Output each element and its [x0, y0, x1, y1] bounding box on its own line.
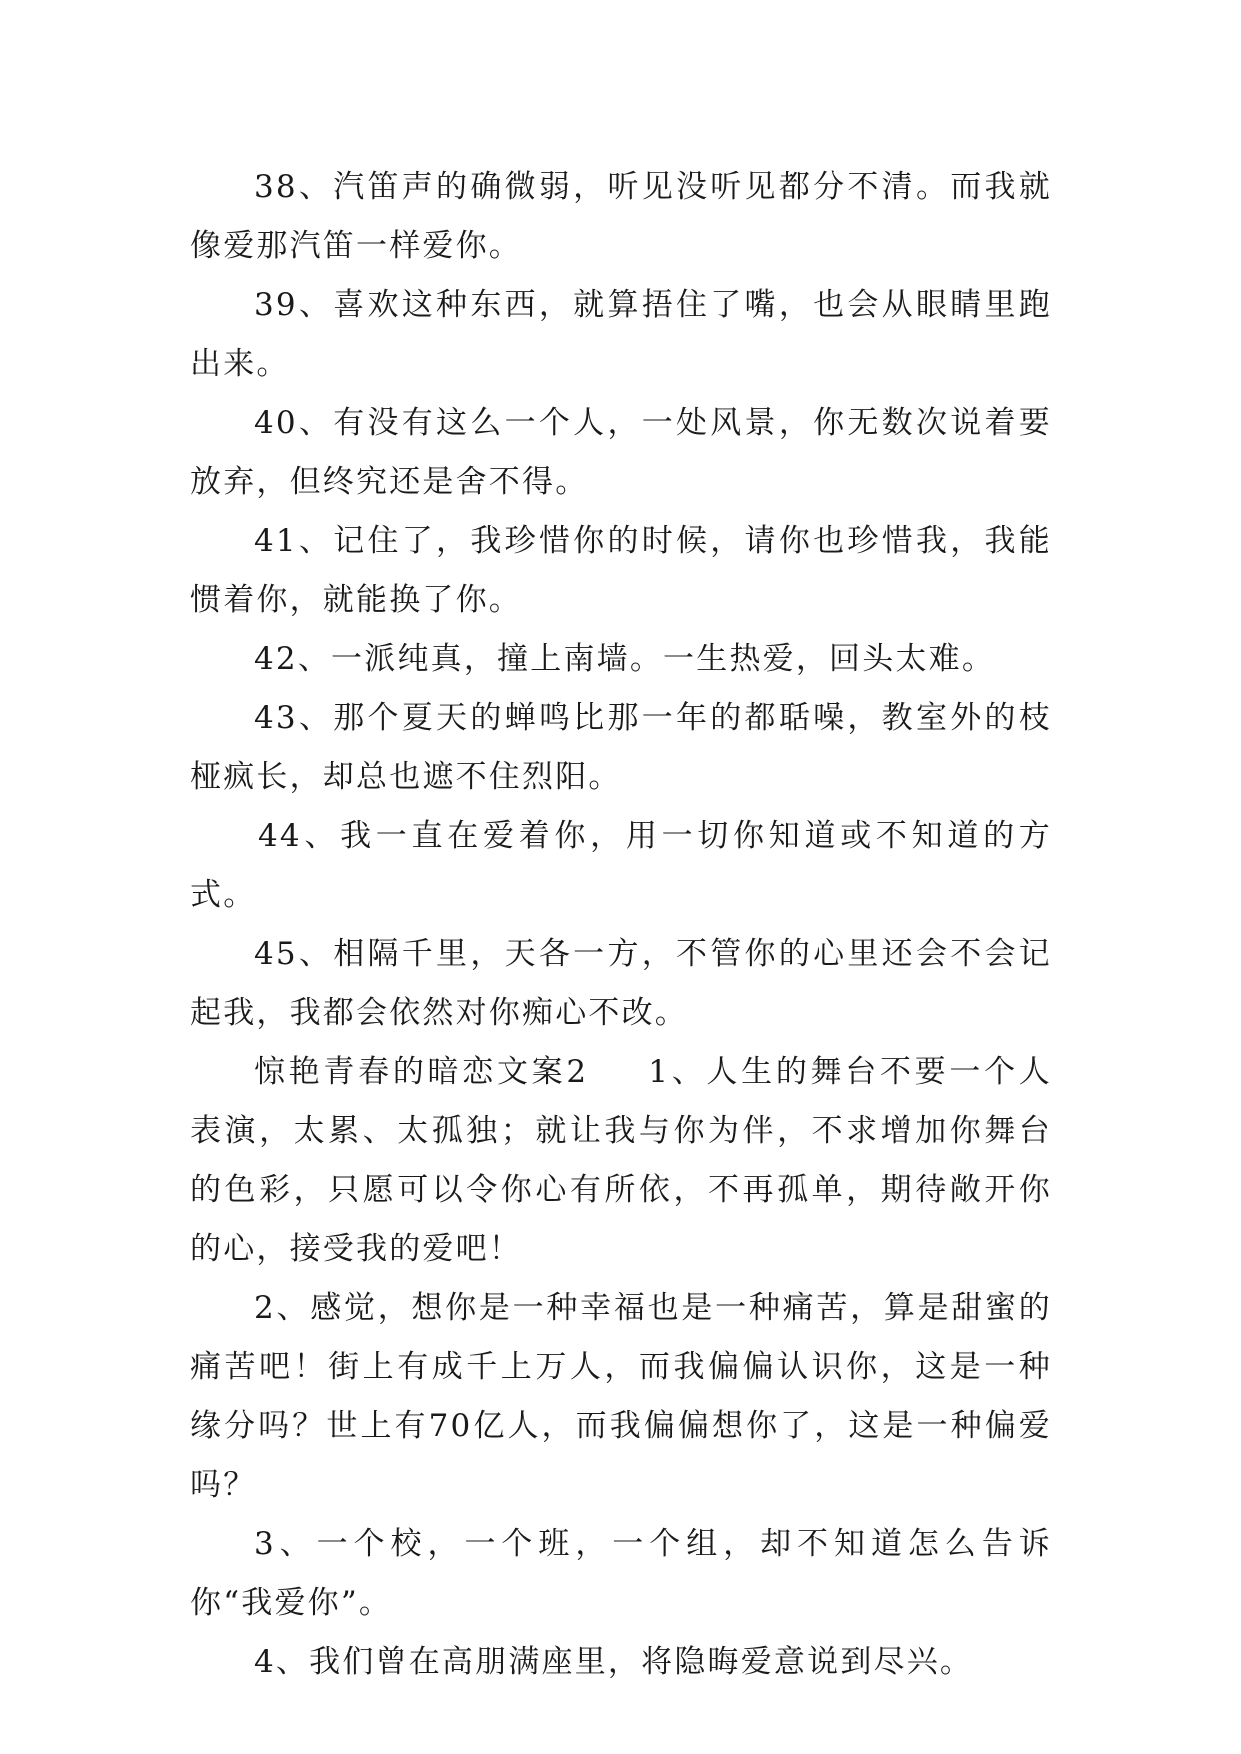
document-body	[190, 158, 1052, 1692]
paragraph-40: 40、有没有这么一个人，一处风景，你无数次说着要放弃，但终究还是舍不得。	[190, 405, 1052, 500]
section-item-1: 1、人生的舞台不要一个人表演，太累、太孤独；就让我与你为伴，不求增加你舞台的色彩，只愿可以令你心有所依，不再孤单，期待敞开你的心，接受我的爱吧！	[190, 1054, 1052, 1267]
section-heading: 惊艳青春的暗恋文案2	[254, 1054, 589, 1090]
section-item-2: 2、感觉，想你是一种幸福也是一种痛苦，算是甜蜜的痛苦吧！街上有成千上万人，而我偏偏认识你，这是一种缘分吗？世上有70亿人，而我偏偏想你了，这是一种偏爱吗？	[190, 1290, 1052, 1503]
paragraph-39: 39、喜欢这种东西，就算捂住了嘴，也会从眼睛里跑出来。	[190, 287, 1052, 382]
section-paragraph	[190, 1043, 1052, 1279]
paragraph-38: 38、汽笛声的确微弱，听见没听见都分不清。而我就像爱那汽笛一样爱你。	[190, 169, 1052, 264]
paragraph-45: 45、相隔千里，天各一方，不管你的心里还会不会记起我，我都会依然对你痴心不改。	[190, 936, 1052, 1031]
paragraph-41: 41、记住了，我珍惜你的时候，请你也珍惜我，我能惯着你，就能换了你。	[190, 523, 1052, 618]
paragraph-44: 44、我一直在爱着你，用一切你知道或不知道的方式。	[190, 818, 1052, 913]
paragraph-43: 43、那个夏天的蝉鸣比那一年的都聒噪，教室外的枝桠疯长，却总也遮不住烈阳。	[190, 700, 1052, 795]
section-item-3: 3、一个校，一个班，一个组，却不知道怎么告诉你“我爱你”。	[190, 1526, 1052, 1621]
paragraph-42: 42、一派纯真，撞上南墙。一生热爱，回头太难。	[254, 641, 996, 677]
section-item-4: 4、我们曾在高朋满座里，将隐晦爱意说到尽兴。	[254, 1644, 974, 1680]
